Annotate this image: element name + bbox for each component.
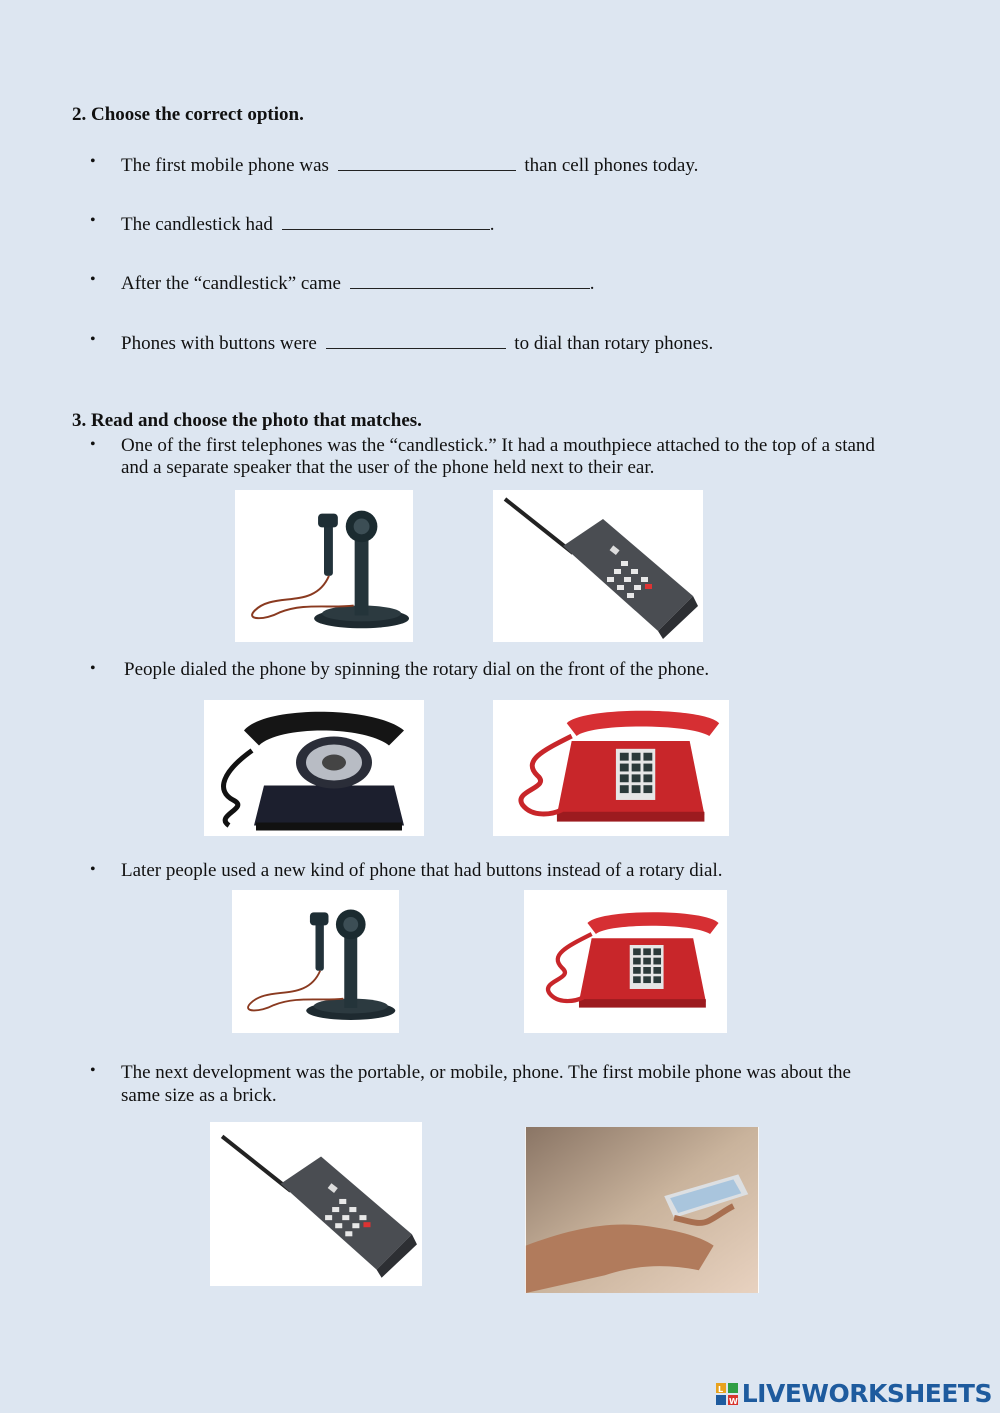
brick-mobile-phone-photo[interactable] [210,1122,422,1286]
bullet: • [90,1062,96,1079]
bullet: • [90,153,96,170]
item-line: The next development was the portable, or mobile, phone. The first mobile phone was about the [121,1062,851,1083]
item-line: same size as a brick. [121,1085,277,1106]
item-line: and a separate speaker that the user of the phone held next to their ear. [121,457,655,478]
smartphone-in-hand-photo[interactable] [525,1127,759,1293]
answer-blank[interactable] [326,330,506,349]
item-text-before: The candlestick had [121,214,273,235]
item-text-after: to dial than rotary phones. [514,333,714,354]
item-text-after: than cell phones today. [524,155,699,176]
answer-blank[interactable] [282,211,490,230]
logo-text: LIVEWORKSHEETS [741,1379,992,1408]
svg-text:W: W [728,1396,738,1405]
bullet: • [90,660,96,677]
section-3-heading: 3. Read and choose the photo that matches. [72,410,422,431]
section-2-item [90,152,698,177]
item-text-before: Phones with buttons were [121,333,317,354]
item-line: Later people used a new kind of phone that had buttons instead of a rotary dial. [121,860,723,881]
section-3-item [90,1061,851,1107]
logo-mark-icon [716,1383,738,1405]
section-2-item [90,211,494,236]
answer-blank[interactable] [350,270,590,289]
svg-text:L: L [717,1384,723,1394]
candlestick-phone-photo[interactable] [235,490,413,642]
section-2-item [90,330,713,355]
bullet: • [90,436,96,453]
section-2-heading: 2. Choose the correct option. [72,104,304,125]
rotary-phone-photo[interactable] [204,700,424,836]
section-3-item [90,860,723,882]
item-text-before: After the “candlestick” came [121,273,341,294]
liveworksheets-logo[interactable] [716,1379,992,1408]
section-3-item [90,435,875,479]
item-text-after: . [489,214,495,235]
item-text-before: The first mobile phone was [121,155,329,176]
bullet: • [90,331,96,348]
brick-mobile-phone-photo[interactable] [493,490,703,642]
item-line: One of the first telephones was the “candlestick.” It had a mouthpiece attached to the top of a stand [121,435,875,456]
answer-blank[interactable] [338,152,516,171]
item-line: People dialed the phone by spinning the rotary dial on the front of the phone. [124,659,710,680]
bullet: • [90,271,96,288]
candlestick-phone-photo[interactable] [232,890,399,1033]
bullet: • [90,861,96,878]
bullet: • [90,212,96,229]
push-button-phone-photo[interactable] [524,890,727,1033]
section-3-item [90,659,709,681]
item-text-after: . [589,273,595,294]
push-button-phone-photo[interactable] [493,700,729,836]
section-2-item [90,270,594,295]
